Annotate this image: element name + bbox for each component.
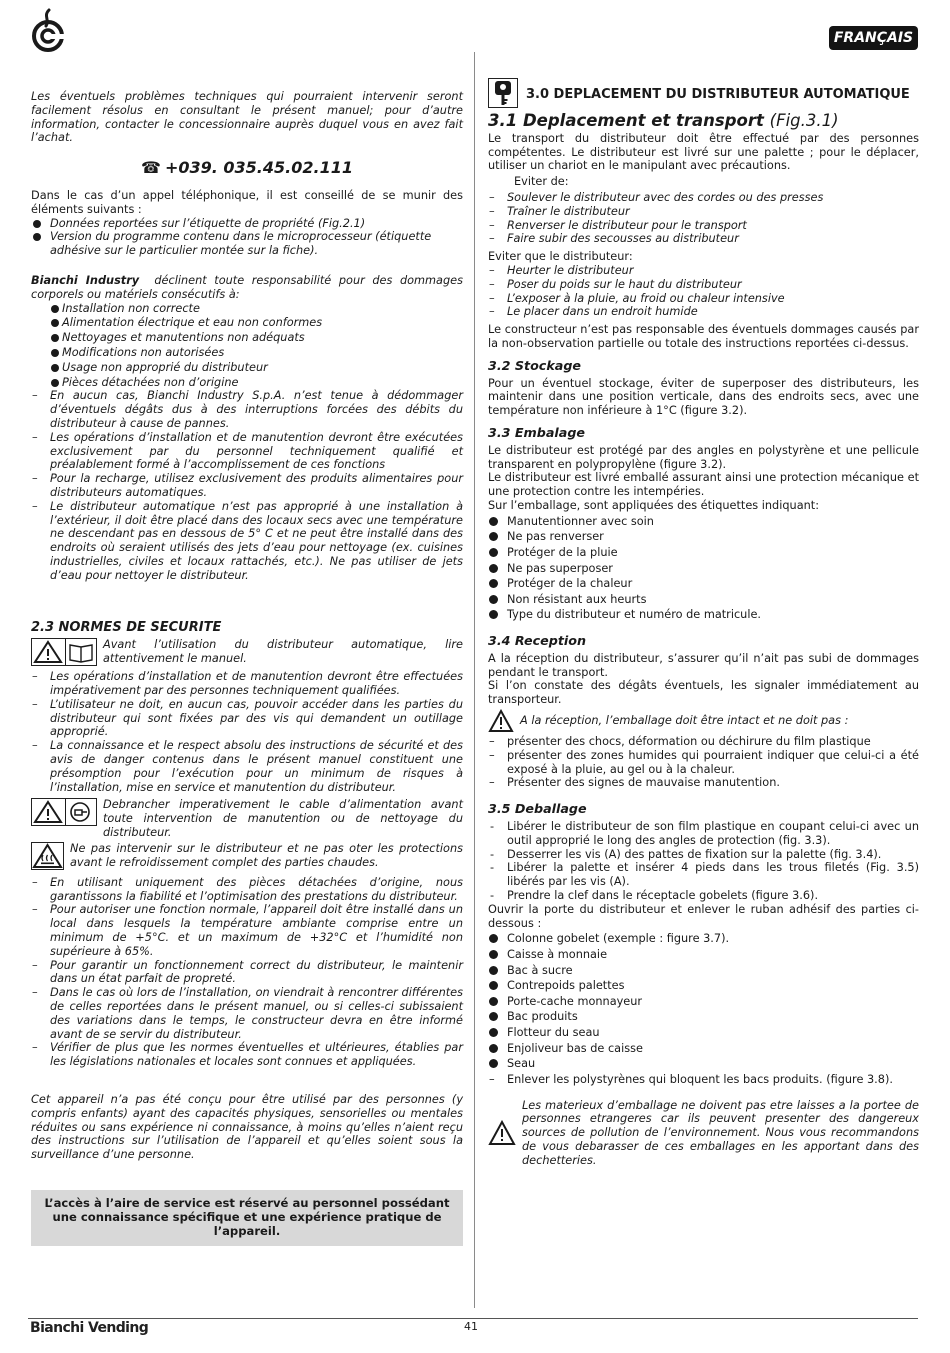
list-item: Données reportées sur l’étiquette de propriété (Fig.2.1)	[31, 217, 463, 231]
list-item: – L’utilisateur ne doit, en aucun cas, pouvoir accéder dans les parties du distributeur qui sont fixées par des vis qui demandent un outillage approprié.	[31, 698, 463, 739]
avoid-label: Eviter de:	[514, 175, 569, 189]
access-note-box: L’accès à l’aire de service est réservé au personnel possédant une connaissance spécifique et une expérience pratique de l’appareil.	[31, 1190, 463, 1246]
column-divider	[474, 52, 475, 1308]
s35-title: 3.5 Deballage	[488, 801, 587, 817]
causes-list	[31, 302, 463, 390]
list-item: Flotteur du seau	[488, 1026, 919, 1040]
packaging-warning-text: Les materieux d’emballage ne doivent pas etre laisses a la portee de personnes etrangeres car ils peuvent presenter des dangereux sources de pollution de l’environnement. Nous vous recommandons de vous debarasser de ces emballages en les apportant dans des dechetteries.	[522, 1098, 919, 1167]
unplug-warning-text: Debrancher imperativement le cable d’alimentation avant toute intervention de manutention ou de nettoyage du distributeur.	[103, 798, 463, 840]
list-item: – En utilisant uniquement des pièces détachées d’origine, nous garantissons la fiabilité et l’optimisation des prestations du distributeur.	[31, 876, 463, 904]
section-title: 3.0 DEPLACEMENT DU DISTRIBUTEUR AUTOMATIQUE	[526, 87, 910, 103]
page-number: 41	[464, 1320, 478, 1333]
warning-icon	[488, 1120, 516, 1146]
phone-number: +039. 035.45.02.111	[164, 158, 353, 178]
list-item: – Le distributeur automatique n’est pas approprié à une installation à l’extérieur, il doit être placé dans des locaux secs avec une température ne descendant pas en dessous de 5° C et ne peut être installé dans des endroits où seraient utilisés des jets d’eau pour nettoyage (ex. cuisines industrielles, civiles et locaux rattachés, etc.). Ne pas utiliser de jets d’eau pour nettoyer le distributeur.	[31, 500, 463, 583]
intro-text: Les éventuels problèmes techniques qui pourraient intervenir seront facilement résolus en consultant le présent manuel; pour d’autre information, contacter le concessionnaire auprès duquel vous en avez fait l’achat.	[31, 90, 463, 145]
list-item: Alimentation électrique et eau non conformes	[31, 316, 463, 330]
phone-line	[31, 158, 463, 178]
manual-warning-text: Avant l’utilisation du distributeur automatique, lire attentivement le manuel.	[103, 638, 463, 666]
list-item: Bac à sucre	[488, 964, 919, 978]
list-item: – Poser du poids sur le haut du distributeur	[488, 278, 919, 292]
list-item: Nettoyages et manutentions non adéquats	[31, 331, 463, 345]
s31-heading	[488, 111, 919, 130]
heat-warning-text: Ne pas intervenir sur le distributeur et ne pas oter les protections avant le refroidissement complet des parties chaudes.	[70, 841, 463, 869]
list-item: – Pour garantir un fonctionnement correct du distributeur, le maintenir dans un état parfait de propreté.	[31, 959, 463, 987]
s31-title: 3.1 Deplacement et transport	[488, 111, 764, 130]
s32-title: 3.2 Stockage	[488, 357, 582, 373]
list-item: Manutentionner avec soin	[488, 515, 919, 529]
footer-rule	[28, 1318, 918, 1319]
list-item: – Le placer dans un endroit humide	[488, 305, 919, 319]
left-column	[31, 90, 463, 1246]
final-step	[488, 1073, 919, 1087]
brand-logo	[28, 6, 70, 52]
list-item: Type du distributeur et numéro de matricule.	[488, 608, 919, 622]
list-item: – Pour autoriser une fonction normale, l’appareil doit être installé dans un local dans lesquels la température ambiante comprise entre un minimum de +5°C. et un maximum de +32°C et l’humidité non supérieure à 65%.	[31, 903, 463, 958]
company-name: Bianchi Industry	[31, 273, 140, 287]
list-item: Ne pas renverser	[488, 530, 919, 544]
list-item: – présenter des chocs, déformation ou déchirure du film plastique	[488, 735, 919, 749]
manual-warning	[31, 638, 463, 666]
avoid-that-list	[488, 264, 919, 319]
list-item: Colonne gobelet (exemple : figure 3.7).	[488, 932, 919, 946]
list-item: – Vérifier de plus que les normes éventuelles et ultérieures, établies par les législations nationales et locales sont connues et appliquées.	[31, 1041, 463, 1069]
list-item: Ne pas superposer	[488, 562, 919, 576]
list-item: Installation non correcte	[31, 302, 463, 316]
call-text: Dans le cas d’un appel téléphonique, il est conseillé de se munir des éléments suivants :	[31, 188, 463, 216]
list-item: Caisse à monnaie	[488, 948, 919, 962]
s34-text-1: A la réception du distributeur, s’assurer qu’il n’ait pas subi de dommages pendant le transport.	[488, 651, 919, 679]
s33-text-2: Le distributeur est livré emballé assurant ainsi une protection mécanique et une protection contre les intempéries.	[488, 471, 919, 499]
s34-title: 3.4 Reception	[488, 633, 587, 649]
warning-unplug-icons	[31, 798, 97, 826]
reception-warning	[488, 709, 919, 733]
list-item: – En aucun cas, Bianchi Industry S.p.A. n’est tenue à dédommager d’éventuels dégâts dus à des interruptions forcées des débits du distributeur à cause de pannes.	[31, 389, 463, 430]
list-item: Seau	[488, 1057, 919, 1071]
s34-text-2: Si l’on constate des dégâts éventuels, les signaler immédiatement au transporteur.	[488, 679, 919, 707]
children-note: Cet appareil n’a pas été conçu pour être utilisé par des personnes (y compris enfants) ayant des capacités physiques, sensorielles ou mentales réduites ou sans expérience ni connaissance, à moins qu’elles n’aient reçu des instructions sur l’utilisation de l’appareil et qu’elles soient sous la surveillance d’une personne.	[31, 1093, 463, 1162]
list-item: – Renverser le distributeur pour le transport	[488, 219, 919, 233]
section-header	[488, 78, 919, 108]
list-item: Porte-cache monnayeur	[488, 995, 919, 1009]
list-item: Pièces détachées non d’origine	[31, 376, 463, 390]
list-item: – Les opérations d’installation et de manutention devront être exécutées exclusivement par du personnel techniquement qualifié et préalablement formé à l’accomplissement de ces fonctions	[31, 431, 463, 472]
list-item: – Enlever les polystyrènes qui bloquent les bacs produits. (figure 3.8).	[488, 1073, 919, 1087]
avoid-list	[488, 191, 919, 246]
s33-title: 3.3 Embalage	[488, 424, 586, 440]
heat-warning	[31, 842, 463, 870]
list-item: - Desserrer les vis (A) des pattes de fixation sur la palette (fig. 3.4).	[488, 848, 919, 862]
packaging-warning	[488, 1099, 919, 1168]
list-item: – Les opérations d’installation et de manutention devront être effectuées impérativement par des personnes techniquement qualifiées.	[31, 670, 463, 698]
list-item: Usage non approprié du distributeur	[31, 361, 463, 375]
list-item: Enjoliveur bas de caisse	[488, 1042, 919, 1056]
reception-list	[488, 735, 919, 790]
notes-list	[31, 389, 463, 582]
list-item: – Soulever le distributeur avec des cordes ou des presses	[488, 191, 919, 205]
liability-body: déclinent toute responsabilité pour des dommages corporels ou matériels consécutifs à:	[31, 273, 463, 301]
s35-text: Ouvrir la porte du distributeur et enlever le ruban adhésif des parties ci-dessous :	[488, 902, 919, 930]
s32-text: Pour un éventuel stockage, éviter de superposer des distributeurs, les maintenir dans une position verticale, dans des endroits secs, avec une température non inférieure à 1°C (figure 3.2).	[488, 376, 919, 418]
language-badge: FRANÇAIS	[829, 26, 918, 50]
unpack-steps	[488, 820, 919, 903]
s31-fig: (Fig.3.1)	[769, 111, 839, 130]
hot-surface-icon	[31, 842, 64, 870]
list-item: Version du programme contenu dans le microprocesseur (étiquette adhésive sur le particulier montée sur la fiche).	[31, 230, 463, 258]
s33-text-1: Le distributeur est protégé par des angles en polystyrène et une pellicule transparent en polypropylène (figure 3.2).	[488, 443, 919, 471]
reception-warning-text: A la réception, l’emballage doit être intact et ne doit pas :	[520, 714, 849, 728]
avoid-that-label: Eviter que le distributeur:	[488, 250, 633, 264]
safety-list-1	[31, 670, 463, 794]
list-item: – Dans le cas où lors de l’installation, on viendrait à rencontrer différentes de celles reportées dans le présent manuel, ou si celles-ci subissaient des variations dans le temps, le constructeur devra en être informé avant de se servir du distributeur.	[31, 986, 463, 1041]
s31-text: Le transport du distributeur doit être effectué par des personnes compétentes. Le distributeur est livré sur une palette ; pour le déplacer, utiliser un chariot en le manipulant avec précautions.	[488, 131, 919, 173]
list-item: – Faire subir des secousses au distributeur	[488, 232, 919, 246]
footer-brand: Bianchi Vending	[30, 1320, 149, 1336]
safety-title: 2.3 NORMES DE SECURITE	[31, 619, 222, 635]
s31-note: Le constructeur n’est pas responsable des éventuels dommages causés par la non-observation partielle ou totale des instructions reportées ci-dessus.	[488, 323, 919, 350]
unplug-warning	[31, 798, 463, 839]
labels-list	[488, 515, 919, 622]
parts-list	[488, 932, 919, 1071]
list-item: – Présenter des signes de mauvaise manutention.	[488, 776, 919, 790]
list-item: - Libérer le distributeur de son film plastique en coupant celui-ci avec un outil approprié le long des angles de protection (fig. 3.3).	[488, 820, 919, 848]
list-item: – La connaissance et le respect absolu des instructions de sécurité et des avis de danger contenus dans le présent manuel constituent une présomption pour l’exécution pour un minimum de risques à l’installation, mise en service et manutention du distributeur.	[31, 739, 463, 794]
list-item: Modifications non autorisées	[31, 346, 463, 360]
list-item: – L’exposer à la pluie, au froid ou chaleur intensive	[488, 292, 919, 306]
list-item: – Traîner le distributeur	[488, 205, 919, 219]
list-item: Protéger de la pluie	[488, 546, 919, 560]
telephone-icon: ☎	[141, 158, 161, 178]
list-item: - Prendre la clef dans le réceptacle gobelets (figure 3.6).	[488, 889, 919, 903]
warning-manual-icons	[31, 638, 97, 666]
liability-text	[31, 274, 463, 302]
list-item: Bac produits	[488, 1010, 919, 1024]
list-item: - Libérer la palette et insérer 4 pieds dans les trous filetés (Fig. 3.5) libérés par les vis (A).	[488, 861, 919, 889]
key-icon	[488, 78, 518, 108]
list-item: – Heurter le distributeur	[488, 264, 919, 278]
list-item: – Pour la recharge, utilisez exclusivement des produits alimentaires pour distributeurs automatiques.	[31, 472, 463, 500]
list-item: Protéger de la chaleur	[488, 577, 919, 591]
safety-list-2	[31, 876, 463, 1069]
list-item: Contrepoids palettes	[488, 979, 919, 993]
right-column	[488, 78, 919, 1168]
warning-icon	[488, 709, 514, 733]
call-items-list	[31, 217, 463, 258]
s33-text-3: Sur l’emballage, sont appliquées des étiquettes indiquant:	[488, 498, 820, 512]
list-item: Non résistant aux heurts	[488, 593, 919, 607]
list-item: – présenter des zones humides qui pourraient indiquer que celui-ci a été exposé à la pluie, au gel ou à la chaleur.	[488, 749, 919, 777]
